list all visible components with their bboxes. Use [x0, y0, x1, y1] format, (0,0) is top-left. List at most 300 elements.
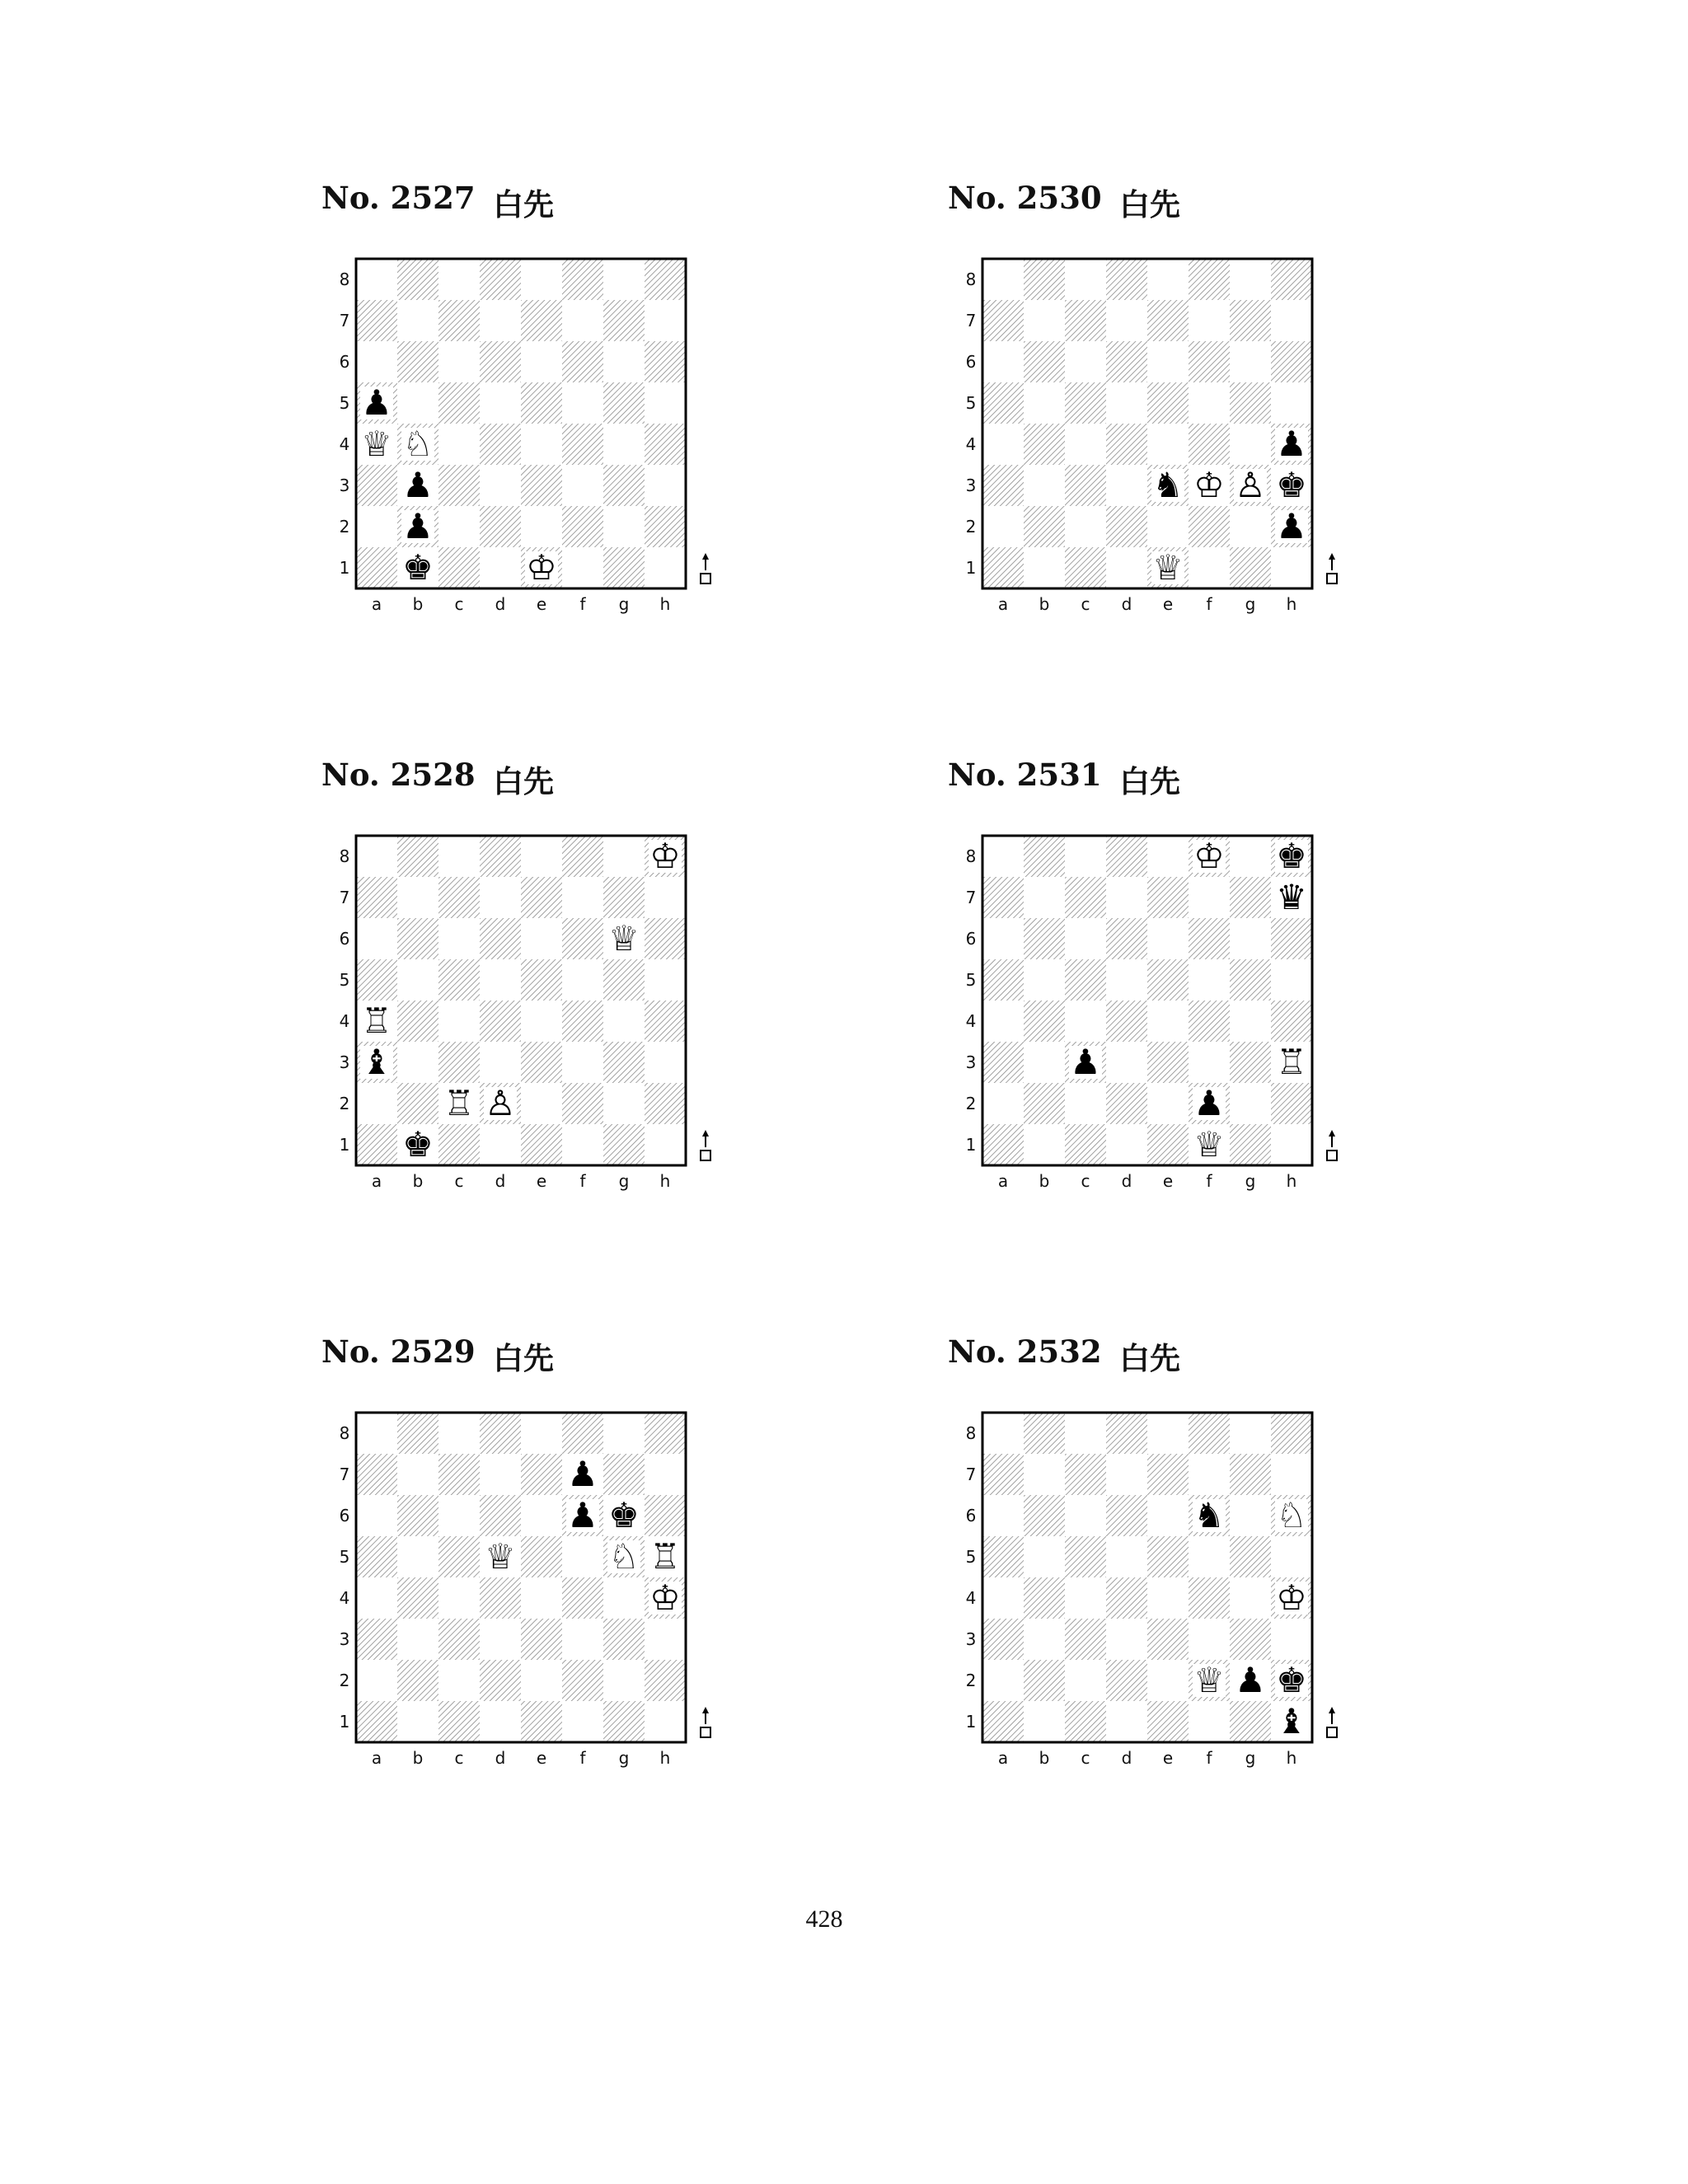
chess-board [321, 750, 681, 1212]
light-square [603, 836, 645, 877]
dark-square [1065, 1536, 1106, 1577]
rank-label: 2 [965, 1094, 977, 1113]
chess-board [321, 173, 671, 635]
dark-square [397, 1413, 438, 1454]
light-square [521, 1001, 562, 1042]
dark-square [603, 1701, 645, 1742]
dark-square [1065, 1124, 1106, 1165]
black-pawn-piece: ♟ [567, 1454, 598, 1494]
dark-square [603, 1454, 645, 1495]
light-square [521, 918, 562, 959]
dark-square [1147, 1454, 1189, 1495]
dark-square [1230, 1536, 1271, 1577]
chess-board [321, 1327, 681, 1788]
dark-square [438, 1124, 480, 1165]
dark-square [1024, 341, 1065, 382]
rank-label: 3 [339, 1052, 350, 1072]
rank-label: 5 [339, 393, 350, 413]
dark-square [480, 424, 521, 465]
light-square [438, 918, 480, 959]
file-label: h [1286, 1748, 1297, 1768]
white-queen-piece: ♕ [1193, 1124, 1225, 1165]
light-square [1230, 424, 1271, 465]
light-square [356, 259, 397, 300]
white-queen-piece: ♕ [361, 424, 392, 464]
black-knight-piece: ♞ [1193, 1495, 1225, 1535]
light-square [982, 424, 1024, 465]
black-pawn-piece: ♟ [1276, 424, 1307, 464]
dark-square [1065, 877, 1106, 918]
light-square [1189, 547, 1230, 588]
light-square [1106, 1536, 1147, 1577]
dark-square [1065, 382, 1106, 424]
light-square [1106, 1701, 1147, 1742]
light-square [397, 877, 438, 918]
dark-square [1106, 918, 1147, 959]
file-label: b [1039, 594, 1050, 614]
dark-square [603, 959, 645, 1001]
light-square [356, 918, 397, 959]
file-label: e [536, 1748, 547, 1768]
file-label: d [495, 594, 506, 614]
white-pawn-piece: ♙ [485, 1083, 516, 1123]
light-square [645, 547, 686, 588]
file-label: b [412, 1748, 424, 1768]
light-square [1024, 1124, 1065, 1165]
light-square [356, 1495, 397, 1536]
light-square [1189, 1042, 1230, 1083]
dark-square [603, 465, 645, 506]
puzzle-number: No. 2530 [948, 180, 1102, 216]
light-square [1189, 1701, 1230, 1742]
file-label: b [412, 594, 424, 614]
light-square [438, 506, 480, 547]
rank-label: 5 [965, 393, 977, 413]
rank-label: 2 [965, 1671, 977, 1690]
light-square [480, 959, 521, 1001]
dark-square [1106, 1413, 1147, 1454]
dark-square [645, 341, 686, 382]
white-king-piece: ♔ [1276, 1577, 1307, 1618]
file-label: b [412, 1171, 424, 1191]
dark-square [982, 877, 1024, 918]
light-square [521, 1083, 562, 1124]
rank-label: 1 [339, 558, 350, 578]
dark-square [1024, 1577, 1065, 1619]
light-square [521, 1413, 562, 1454]
light-square [1147, 424, 1189, 465]
dark-square [356, 1619, 397, 1660]
light-square [562, 547, 603, 588]
dark-square [521, 1042, 562, 1083]
light-square [438, 1495, 480, 1536]
puzzle-number: No. 2529 [321, 1333, 476, 1370]
light-square [1230, 836, 1271, 877]
file-label: a [997, 594, 1009, 614]
light-square [438, 259, 480, 300]
dark-square [480, 1660, 521, 1701]
rank-label: 3 [339, 1629, 350, 1649]
light-square [521, 836, 562, 877]
light-square [397, 1701, 438, 1742]
dark-square [356, 959, 397, 1001]
rank-label: 1 [965, 558, 977, 578]
dark-square [1024, 1660, 1065, 1701]
dark-square [1065, 959, 1106, 1001]
dark-square [397, 918, 438, 959]
rank-label: 4 [339, 1588, 350, 1608]
light-square [603, 1577, 645, 1619]
dark-square [603, 877, 645, 918]
file-label: e [1162, 1748, 1174, 1768]
light-square [1271, 1536, 1312, 1577]
light-square [603, 341, 645, 382]
dark-square [1024, 259, 1065, 300]
light-square [603, 424, 645, 465]
light-square [562, 300, 603, 341]
dark-square [1189, 424, 1230, 465]
dark-square [1147, 1124, 1189, 1165]
rank-label: 7 [339, 888, 350, 907]
dark-square [562, 1577, 603, 1619]
black-queen-piece: ♛ [1276, 877, 1307, 917]
dark-square [603, 1124, 645, 1165]
side-to-move-label: 白先 [493, 187, 554, 223]
rank-label: 5 [339, 970, 350, 990]
dark-square [1230, 547, 1271, 588]
light-square [397, 959, 438, 1001]
light-square [480, 382, 521, 424]
file-label: h [1286, 1171, 1297, 1191]
dark-square [982, 1701, 1024, 1742]
dark-square [521, 382, 562, 424]
dark-square [438, 465, 480, 506]
dark-square [521, 1536, 562, 1577]
dark-square [438, 547, 480, 588]
file-label: c [1081, 1748, 1090, 1768]
light-square [562, 382, 603, 424]
light-square [1106, 959, 1147, 1001]
black-king-piece: ♚ [1276, 465, 1307, 505]
light-square [645, 1042, 686, 1083]
light-square [562, 877, 603, 918]
puzzle-block [948, 1327, 1307, 1788]
light-square [438, 1413, 480, 1454]
dark-square [645, 424, 686, 465]
puzzle-block [948, 173, 1307, 635]
file-label: f [579, 1171, 586, 1191]
light-square [645, 465, 686, 506]
light-square [1024, 1042, 1065, 1083]
rank-label: 6 [965, 352, 977, 372]
dark-square [1147, 959, 1189, 1001]
dark-square [356, 1454, 397, 1495]
puzzle-number: No. 2528 [321, 757, 476, 793]
light-square [1106, 382, 1147, 424]
dark-square [1230, 959, 1271, 1001]
rank-label: 7 [965, 1465, 977, 1484]
dark-square [1147, 877, 1189, 918]
white-to-move-icon [701, 1130, 710, 1160]
dark-square [1147, 1701, 1189, 1742]
white-king-piece: ♔ [649, 836, 681, 876]
white-rook-piece: ♖ [361, 1001, 392, 1041]
file-label: f [579, 594, 586, 614]
dark-square [1230, 1701, 1271, 1742]
black-pawn-piece: ♟ [402, 506, 434, 546]
dark-square [397, 1577, 438, 1619]
file-label: c [454, 1171, 464, 1191]
light-square [480, 1042, 521, 1083]
light-square [521, 1577, 562, 1619]
dark-square [1024, 1495, 1065, 1536]
dark-square [521, 1124, 562, 1165]
chess-board [948, 173, 1307, 635]
dark-square [982, 382, 1024, 424]
light-square [1230, 918, 1271, 959]
side-to-move-label: 白先 [1119, 187, 1180, 223]
light-square [1271, 382, 1312, 424]
dark-square [1189, 341, 1230, 382]
file-label: e [1162, 1171, 1174, 1191]
light-square [1147, 259, 1189, 300]
chess-board [948, 1327, 1307, 1788]
light-square [1147, 1495, 1189, 1536]
dark-square [356, 877, 397, 918]
rank-label: 6 [339, 352, 350, 372]
puzzle-number: No. 2527 [321, 180, 476, 216]
light-square [982, 259, 1024, 300]
dark-square [1230, 382, 1271, 424]
file-label: d [495, 1748, 506, 1768]
rank-label: 7 [339, 1465, 350, 1484]
dark-square [1189, 1001, 1230, 1042]
dark-square [1024, 836, 1065, 877]
file-label: h [659, 1171, 671, 1191]
light-square [438, 1660, 480, 1701]
dark-square [645, 259, 686, 300]
side-to-move-label: 白先 [1119, 764, 1180, 799]
dark-square [356, 1124, 397, 1165]
dark-square [1106, 1660, 1147, 1701]
dark-square [480, 259, 521, 300]
light-square [1106, 547, 1147, 588]
light-square [1271, 1619, 1312, 1660]
file-label: c [1081, 594, 1090, 614]
light-square [397, 300, 438, 341]
light-square [1147, 341, 1189, 382]
dark-square [1024, 1083, 1065, 1124]
dark-square [521, 465, 562, 506]
light-square [645, 959, 686, 1001]
dark-square [480, 506, 521, 547]
light-square [1106, 300, 1147, 341]
dark-square [397, 1495, 438, 1536]
light-square [645, 1124, 686, 1165]
rank-label: 8 [965, 269, 977, 289]
light-square [1271, 959, 1312, 1001]
file-label: d [1121, 1748, 1132, 1768]
dark-square [562, 506, 603, 547]
light-square [645, 877, 686, 918]
light-square [562, 465, 603, 506]
dark-square [645, 918, 686, 959]
dark-square [1147, 1042, 1189, 1083]
file-label: a [371, 1171, 382, 1191]
dark-square [1024, 1001, 1065, 1042]
dark-square [438, 877, 480, 918]
dark-square [1065, 1701, 1106, 1742]
dark-square [480, 1413, 521, 1454]
light-square [562, 1701, 603, 1742]
dark-square [562, 836, 603, 877]
rank-label: 7 [339, 311, 350, 330]
light-square [1147, 1577, 1189, 1619]
light-square [1106, 1042, 1147, 1083]
light-square [562, 1042, 603, 1083]
light-square [1230, 1495, 1271, 1536]
rank-label: 3 [339, 476, 350, 495]
light-square [397, 1536, 438, 1577]
white-queen-piece: ♕ [1193, 1660, 1225, 1700]
dark-square [480, 1001, 521, 1042]
white-rook-piece: ♖ [443, 1083, 475, 1123]
rank-label: 3 [965, 1629, 977, 1649]
light-square [1106, 877, 1147, 918]
dark-square [1147, 1619, 1189, 1660]
light-square [1271, 1454, 1312, 1495]
light-square [1024, 382, 1065, 424]
dark-square [603, 547, 645, 588]
light-square [1230, 1001, 1271, 1042]
light-square [982, 1577, 1024, 1619]
dark-square [603, 382, 645, 424]
file-label: d [1121, 594, 1132, 614]
light-square [397, 1454, 438, 1495]
dark-square [438, 959, 480, 1001]
rank-label: 6 [339, 929, 350, 949]
white-pawn-piece: ♙ [1235, 465, 1266, 505]
light-square [645, 1619, 686, 1660]
dark-square [521, 959, 562, 1001]
dark-square [982, 465, 1024, 506]
light-square [438, 836, 480, 877]
dark-square [645, 1495, 686, 1536]
light-square [645, 1454, 686, 1495]
white-king-piece: ♔ [649, 1577, 681, 1618]
dark-square [982, 959, 1024, 1001]
black-pawn-piece: ♟ [1276, 506, 1307, 546]
light-square [1189, 382, 1230, 424]
dark-square [1065, 465, 1106, 506]
rank-label: 3 [965, 1052, 977, 1072]
light-square [521, 259, 562, 300]
dark-square [480, 341, 521, 382]
dark-square [982, 547, 1024, 588]
side-to-move-label: 白先 [493, 764, 554, 799]
black-pawn-piece: ♟ [1235, 1660, 1266, 1700]
light-square [1230, 341, 1271, 382]
dark-square [480, 836, 521, 877]
light-square [603, 1001, 645, 1042]
dark-square [1271, 341, 1312, 382]
dark-square [603, 1619, 645, 1660]
file-label: a [997, 1748, 1009, 1768]
light-square [438, 1577, 480, 1619]
file-label: g [1245, 594, 1256, 614]
dark-square [562, 259, 603, 300]
file-label: g [618, 594, 630, 614]
light-square [562, 959, 603, 1001]
light-square [1106, 465, 1147, 506]
white-king-piece: ♔ [1193, 836, 1225, 876]
light-square [480, 547, 521, 588]
dark-square [1106, 506, 1147, 547]
dark-square [1189, 506, 1230, 547]
light-square [982, 836, 1024, 877]
white-queen-piece: ♕ [608, 918, 640, 958]
rank-label: 2 [339, 1094, 350, 1113]
light-square [356, 1083, 397, 1124]
dark-square [1065, 547, 1106, 588]
light-square [521, 424, 562, 465]
light-square [603, 259, 645, 300]
light-square [562, 1124, 603, 1165]
file-label: c [1081, 1171, 1090, 1191]
dark-square [1271, 1001, 1312, 1042]
light-square [982, 341, 1024, 382]
dark-square [397, 836, 438, 877]
light-square [1065, 1083, 1106, 1124]
light-square [1024, 547, 1065, 588]
dark-square [562, 424, 603, 465]
light-square [438, 424, 480, 465]
light-square [1147, 1083, 1189, 1124]
white-rook-piece: ♖ [649, 1536, 681, 1577]
light-square [1065, 1660, 1106, 1701]
dark-square [438, 1619, 480, 1660]
light-square [1065, 1577, 1106, 1619]
dark-square [1106, 424, 1147, 465]
light-square [1230, 1083, 1271, 1124]
dark-square [1106, 341, 1147, 382]
dark-square [480, 1577, 521, 1619]
dark-square [1106, 1495, 1147, 1536]
file-label: a [997, 1171, 1009, 1191]
light-square [1024, 1619, 1065, 1660]
rank-label: 8 [965, 846, 977, 866]
light-square [562, 1619, 603, 1660]
dark-square [1024, 506, 1065, 547]
puzzle-block [948, 750, 1307, 1212]
light-square [480, 1619, 521, 1660]
light-square [1271, 547, 1312, 588]
light-square [603, 1083, 645, 1124]
light-square [356, 1577, 397, 1619]
light-square [480, 1454, 521, 1495]
light-square [1065, 259, 1106, 300]
light-square [982, 1495, 1024, 1536]
dark-square [480, 918, 521, 959]
light-square [1065, 506, 1106, 547]
light-square [1065, 1413, 1106, 1454]
file-label: a [371, 1748, 382, 1768]
puzzle-number: No. 2531 [948, 757, 1102, 793]
black-bishop-piece: ♝ [361, 1042, 392, 1082]
light-square [1189, 1536, 1230, 1577]
rank-label: 4 [339, 434, 350, 454]
light-square [1271, 1124, 1312, 1165]
